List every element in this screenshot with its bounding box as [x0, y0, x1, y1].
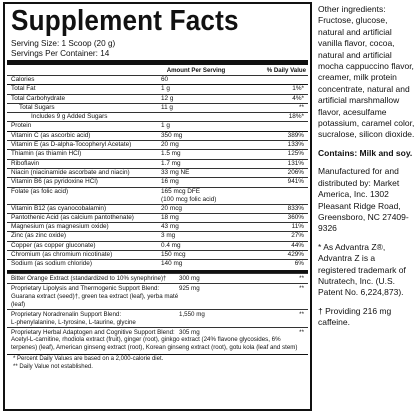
nutrient-row	[7, 250, 308, 259]
allergen-statement: Contains: Milk and soy.	[318, 147, 413, 158]
dv-header: % Daily Value	[266, 67, 306, 74]
footnote-dv: * Percent Daily Values are based on a 2,000-calorie diet.	[13, 356, 164, 363]
nutrient-name: Vitamin B12 (as cyanocobalamin)	[11, 204, 107, 212]
nutrient-name: Total Carbohydrate	[11, 94, 65, 102]
nutrient-name: Chromium (as chromium nicotinate)	[11, 251, 113, 259]
nutrient-row	[7, 231, 308, 240]
nutrient-dv: 4%*	[292, 94, 304, 102]
nutrient-dv: 6%	[294, 260, 304, 268]
proprietary-herbal-blend	[7, 327, 308, 353]
nutrient-name: Includes 9 g Added Sugars	[31, 113, 108, 121]
nutrient-name: Zinc (as zinc oxide)	[11, 232, 67, 240]
nutrient-amount: 1 g	[161, 85, 170, 93]
nutrient-dv: **	[299, 103, 304, 111]
nutrient-dv: 11%	[291, 223, 304, 231]
proprietary-row	[7, 283, 308, 309]
nutrient-dv: 125%	[287, 150, 304, 158]
blend-detail: Acetyl-L-carnitine, rhodiola extract (fruit), ginger (root), ginkgo extract (24% flavone glycosides, 6% terpenes) (leaf), American ginseng extract (root), Korean ginseng extract (root), gotu kola (leaf and stem)	[11, 336, 298, 351]
nutrient-amount: 1 g	[161, 122, 170, 130]
nutrient-row	[7, 140, 308, 149]
nutrient-row	[7, 131, 308, 140]
nutrient-dv: 206%	[287, 168, 304, 176]
proprietary-name-group	[11, 311, 179, 327]
nutrient-amount: 165 mcg DFE	[161, 187, 201, 195]
nutrient-amount: 12 g	[161, 94, 174, 102]
panel-title: Supplement Facts	[11, 5, 239, 37]
nutrient-amount: 16 mg	[161, 178, 179, 186]
nutrient-amount: 33 mg NE	[161, 168, 190, 176]
proprietary-name-group	[11, 285, 179, 309]
nutrient-amount-detail: (100 mcg folic acid)	[161, 195, 217, 203]
nutrient-name: Riboflavin	[11, 159, 40, 167]
nutrient-dv: 360%	[287, 213, 304, 221]
nutrient-dv: 44%	[291, 241, 304, 249]
proprietary-dv: **	[299, 310, 304, 318]
nutrient-amount: 350 mg	[161, 131, 183, 139]
proprietary-name: Bitter Orange Extract (standardized to 10% synephrine)†	[11, 274, 167, 282]
footnote-not-established: ** Daily Value not established.	[13, 363, 93, 370]
nutrient-name: Niacin (niacinamide ascorbate and niacin)	[11, 168, 130, 176]
nutrient-dv	[221, 122, 304, 130]
nutrient-name: Vitamin C (as ascorbic acid)	[11, 131, 91, 139]
nutrient-amount: 43 mg	[161, 223, 179, 231]
nutrient-name: Protein	[11, 122, 32, 130]
nutrient-row	[7, 177, 308, 186]
proprietary-dv: **	[299, 274, 304, 282]
nutrient-name: Total Sugars	[19, 103, 55, 111]
proprietary-ingredients: Guarana extract (seed)†, green tea extract (leaf), yerba maté (leaf)	[11, 292, 179, 308]
nutrient-row	[7, 75, 308, 84]
nutrient-rows	[5, 75, 310, 269]
nutrient-row	[7, 187, 308, 204]
nutrient-name: Vitamin E (as D-alpha-Tocopheryl Acetate)	[11, 141, 132, 149]
nutrient-name: Sodium (as sodium chloride)	[11, 260, 92, 268]
proprietary-dv: **	[299, 284, 304, 292]
servings-per-container: Servings Per Container: 14	[11, 49, 110, 58]
nutrient-name: Folate (as folic acid)	[11, 187, 69, 195]
nutrient-row	[7, 241, 308, 250]
nutrient-amount: 1.5 mg	[161, 150, 181, 158]
nutrient-name: Calories	[11, 76, 35, 83]
nutrient-amount: 3 mg	[161, 232, 176, 240]
blend-name: Proprietary Herbal Adaptogen and Cognitive Support Blend:	[11, 328, 175, 336]
nutrient-dv	[221, 76, 304, 84]
nutrient-dv: 1%*	[292, 85, 304, 93]
nutrient-amount-group	[161, 188, 221, 204]
nutrient-row	[7, 84, 308, 93]
nutrient-dv: 18%*	[288, 113, 304, 121]
nutrient-dv: 833%	[287, 204, 304, 212]
column-header	[5, 65, 310, 75]
nutrient-amount: 20 mcg	[161, 204, 182, 212]
nutrient-dv: 131%	[287, 159, 304, 167]
nutrient-dv: 133%	[287, 141, 304, 149]
nutrient-row	[7, 149, 308, 158]
manufacturer-info: Manufactured for and distributed by: Market America, Inc. 1302 Pleasant Ridge Road, Greensboro, NC 27409-9326	[318, 166, 409, 234]
nutrient-dv: 389%	[287, 131, 304, 139]
nutrient-row	[7, 121, 308, 130]
nutrient-dv: 941%	[287, 178, 304, 186]
nutrient-row	[7, 159, 308, 168]
proprietary-amount: 1,550 mg	[179, 310, 205, 318]
trademark-note: * As Advantra Z®, Advantra Z is a registered trademark of Nutratech, Inc. (U.S. Patent No. 6,224,873).	[318, 241, 406, 298]
proprietary-name: Proprietary Lipolysis and Thermogenic Support Blend:	[11, 284, 160, 292]
nutrient-row	[7, 112, 308, 121]
nutrient-row	[7, 222, 308, 231]
nutrient-name: Thiamin (as thiamin HCl)	[11, 150, 82, 158]
other-ingredients: Other ingredients: Fructose, glucose, natural and artificial vanilla flavor, cocoa, natural and artificial mocha cappuccino flavor, creamer, milk protein concentrate, natural and artificial marshmallow flavor, acesulfame potassium, caramel color, sucralose, silicon dioxide.	[318, 4, 415, 140]
nutrient-dv: 27%	[291, 232, 304, 240]
nutrient-name: Copper (as copper gluconate)	[11, 241, 96, 249]
nutrient-row	[7, 204, 308, 213]
side-text	[318, 4, 415, 336]
blend-dv: **	[299, 328, 304, 336]
supplement-facts-panel	[3, 2, 312, 411]
nutrient-amount: 1.7 mg	[161, 159, 181, 167]
nutrient-row	[7, 94, 308, 103]
nutrient-name: Magnesium (as magnesium oxide)	[11, 223, 109, 231]
nutrient-amount: 18 mg	[161, 213, 179, 221]
nutrient-amount: 150 mcg	[161, 251, 186, 259]
nutrient-amount: 20 mg	[161, 141, 179, 149]
proprietary-name-group	[11, 275, 179, 283]
proprietary-amount: 300 mg	[179, 274, 200, 282]
nutrient-amount: 140 mg	[161, 260, 183, 268]
nutrient-row	[7, 103, 308, 112]
nutrient-row	[7, 213, 308, 222]
nutrient-amount: 0.4 mg	[161, 241, 181, 249]
serving-size: Serving Size: 1 Scoop (20 g)	[11, 39, 116, 48]
nutrient-name: Pantothenic Acid (as calcium pantothenate)	[11, 213, 134, 221]
proprietary-row	[7, 309, 308, 327]
caffeine-note: † Providing 216 mg caffeine.	[318, 305, 392, 328]
nutrient-amount: 11 g	[161, 103, 173, 111]
nutrient-row	[7, 168, 308, 177]
nutrient-amount: 60	[161, 76, 169, 83]
nutrient-row	[7, 259, 308, 268]
nutrient-dv: 429%	[287, 251, 304, 259]
blend-amount: 305 mg	[179, 328, 200, 336]
nutrient-amount	[161, 113, 221, 121]
proprietary-amount: 925 mg	[179, 284, 200, 292]
nutrient-name: Total Fat	[11, 85, 36, 93]
proprietary-ingredients: L-phenylalanine, L-tyrosine, L-taurine, glycine	[11, 318, 136, 326]
footnotes	[7, 354, 308, 371]
nutrient-name: Vitamin B6 (as pyridoxine HCl)	[11, 178, 98, 186]
proprietary-row	[7, 273, 308, 283]
proprietary-rows	[5, 273, 310, 327]
proprietary-name: Proprietary Noradrenalin Support Blend:	[11, 310, 122, 318]
amount-header: Amount Per Serving	[166, 67, 226, 74]
